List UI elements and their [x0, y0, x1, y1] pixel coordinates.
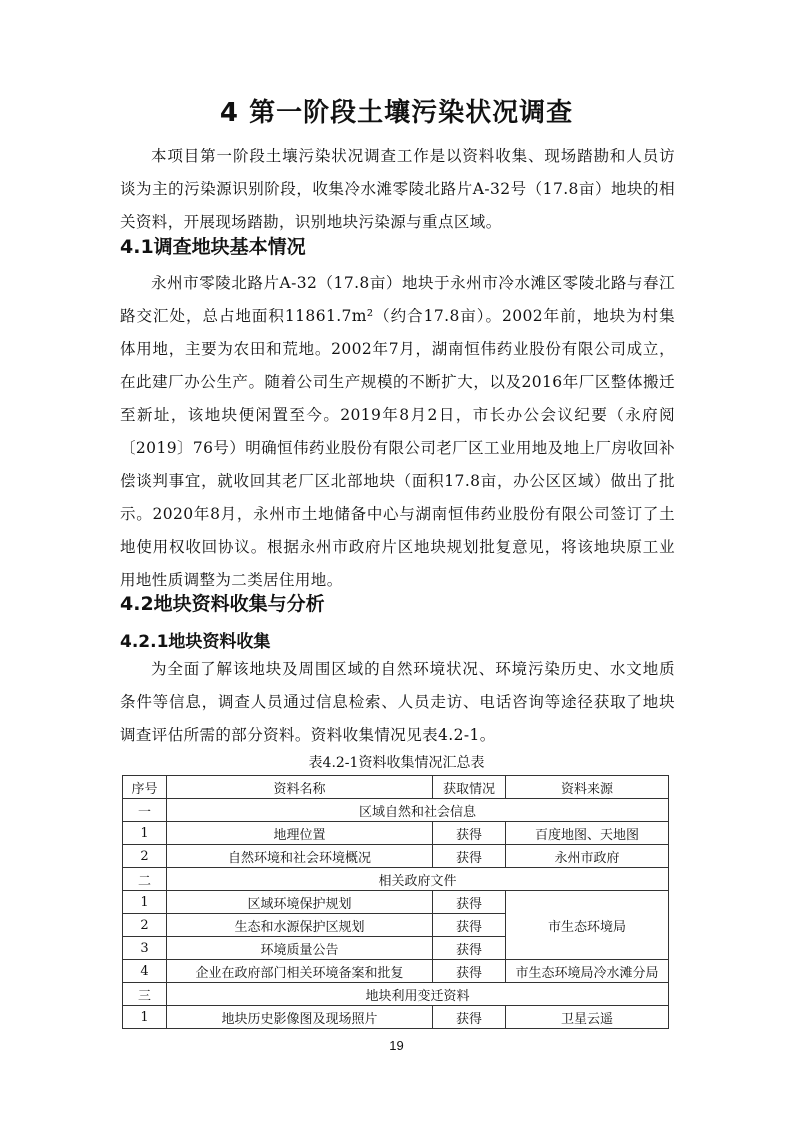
group-number: 一	[123, 799, 167, 822]
row-number: 2	[123, 914, 167, 937]
row-number: 4	[123, 960, 167, 983]
data-collection-table	[122, 775, 669, 1029]
row-source: 百度地图、天地图	[506, 822, 669, 845]
table-caption: 表4.2-1资料收集情况汇总表	[308, 755, 485, 771]
row-number: 1	[123, 891, 167, 914]
section-heading-4-2: 4.2地块资料收集与分析	[120, 593, 325, 615]
intro-paragraph: 本项目第一阶段土壤污染状况调查工作是以资料收集、现场踏勘和人员访谈为主的污染源识别阶段，收集冷水滩零陵北路片A-32号（17.8亩）地块的相关资料，开展现场踏勘，识别地块污染源与重点区域。	[120, 147, 675, 231]
row-source: 市生态环境局冷水滩分局	[506, 960, 669, 983]
row-status: 获得	[433, 822, 506, 845]
row-status: 获得	[433, 845, 506, 868]
row-name: 区域环境保护规划	[167, 891, 433, 914]
table-row	[123, 960, 669, 983]
row-number: 1	[123, 1006, 167, 1029]
table-row	[123, 1006, 669, 1029]
group-title: 地块利用变迁资料	[167, 983, 669, 1006]
table-row	[123, 891, 669, 914]
row-source: 永州市政府	[506, 845, 669, 868]
row-source: 卫星云遥	[506, 1006, 669, 1029]
group-title: 区域自然和社会信息	[167, 799, 669, 822]
row-status: 获得	[433, 891, 506, 914]
table-header-row	[123, 776, 669, 799]
row-name: 生态和水源保护区规划	[167, 914, 433, 937]
row-name: 地块历史影像图及现场照片	[167, 1006, 433, 1029]
row-name: 企业在政府部门相关环境备案和批复	[167, 960, 433, 983]
section-heading-4-1: 4.1调查地块基本情况	[120, 236, 306, 258]
header-cell: 资料名称	[167, 776, 433, 799]
header-cell: 获取情况	[433, 776, 506, 799]
table-group-row	[123, 983, 669, 1006]
group-title: 相关政府文件	[167, 868, 669, 891]
row-name: 环境质量公告	[167, 937, 433, 960]
table-row	[123, 845, 669, 868]
table-row	[123, 822, 669, 845]
row-status: 获得	[433, 914, 506, 937]
section-heading-4-2-1: 4.2.1地块资料收集	[120, 632, 271, 652]
row-status: 获得	[433, 937, 506, 960]
group-number: 二	[123, 868, 167, 891]
row-number: 2	[123, 845, 167, 868]
row-number: 1	[123, 822, 167, 845]
header-cell: 资料来源	[506, 776, 669, 799]
row-number: 3	[123, 937, 167, 960]
section-4-1-paragraph: 永州市零陵北路片A-32（17.8亩）地块于永州市冷水滩区零陵北路与春江路交汇处，总占地面积11861.7m²（约合17.8亩）。2002年前，地块为村集体用地，主要为农田和荒地。2002年7月，湖南恒伟药业股份有限公司成立，在此建厂办公生产。随着公司生产规模的不断扩大，以及2016年厂区整体搬迁至新址，该地块便闲置至今。2019年8月2日，市长办公会议纪要（永府阅〔2019〕76号）明确恒伟药业股份有限公司老厂区工业用地及地上厂房收回补偿谈判事宜，就收回其老厂区北部地块（面积17.8亩，办公区区域）做出了批示。2020年8月，永州市土地储备中心与湖南恒伟药业股份有限公司签订了土地使用权收回协议。根据永州市政府片区地块规划批复意见，将该地块原工业用地性质调整为二类居住用地。	[120, 274, 675, 589]
row-status: 获得	[433, 960, 506, 983]
group-number: 三	[123, 983, 167, 1006]
table-group-row	[123, 799, 669, 822]
row-name: 地理位置	[167, 822, 433, 845]
table-group-row	[123, 868, 669, 891]
row-source-merged: 市生态环境局	[506, 891, 669, 960]
section-4-2-1-paragraph: 为全面了解该地块及周围区域的自然环境状况、环境污染历史、水文地质条件等信息，调查人员通过信息检索、人员走访、电话咨询等途径获取了地块调查评估所需的部分资料。资料收集情况见表4.2-1。	[120, 660, 675, 744]
row-status: 获得	[433, 1006, 506, 1029]
header-cell: 序号	[123, 776, 167, 799]
chapter-title: 4 第一阶段土壤污染状况调查	[219, 98, 574, 128]
page-number: 19	[389, 1038, 404, 1053]
row-name: 自然环境和社会环境概况	[167, 845, 433, 868]
